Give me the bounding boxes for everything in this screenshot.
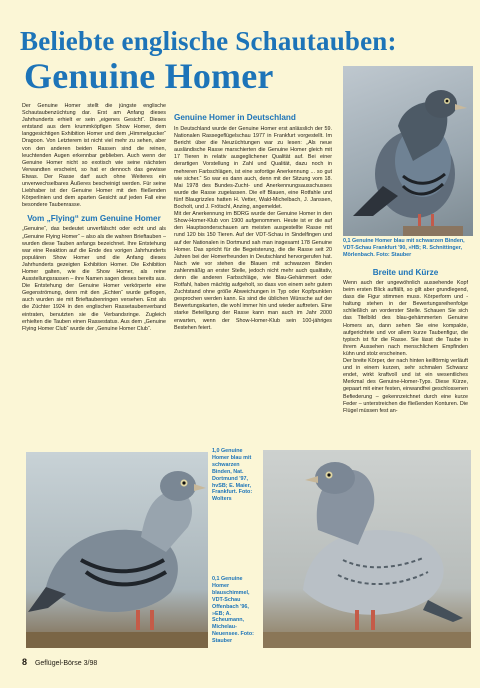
section-heading: Genuine Homer in Deutschland — [174, 113, 296, 122]
paragraph: In Deutschland wurde der Genuine Homer erst anlässlich der 59. Nationalen Rassegeflügelschau 1977 in Frankfurt vorgestellt. Im Bericht über die Neuzüchtungen war zu lesen: „Als neue ausländische Rasse marschierten die Genuine Homer gleich mit 17 Tieren in relativ ausgeglichener Qualität auf. Bei einer derartigen Vorstellung in Zahl und Qualität, dazu noch in mehreren Farbschlägen, ist eine sofortige Anerkennung ... so gut wie sicher.“ So war es dann auch, denn mit der Sitzung vom 18. Mai 1978 des Bundes-Zucht- und Anerkennungsausschusses wurde die Rasse zugelassen. Die elf Blauen, eine Rotfahle und fünf Blaugrizzles hatten H. Vetter, Wald-Michelbach, J. Janssen, Bocholt, und J. Frötschl, Anzing, angemeldet. — [174, 126, 332, 211]
pigeon-photo-top-right — [343, 66, 473, 236]
text-column-2 — [174, 113, 332, 332]
paragraph: Der Genuine Homer stellt die jüngste englische Schautaubenzüchtung dar. Erst am Anfang dieses Jahrhunderts erhielt er sein „eigenes Gesicht“. Dieses entstand aus dem krummköpfigen Show Homer, dem langgesichtigen Exhibition Homer und dem „Himmelgucker“ Dragoon. Von Letzterem ist nicht viel mehr zu sehen, aber von den anderen beiden Rassen sind die reinen, leuchtenden Augen erkennbar geblieben. Auch wenn der Genuine Homer nicht so exotisch wie seine nächsten Verwandten erscheint, so hat er dennoch das gewisse Etwas. Der Rasse darf auch ohne Weiteres ein unverwechselbares Äußeres bescheinigt werden. Für seine Liebhaber ist der Genuine Homer mit den fließenden Körperlinien und dem aparten Gesicht auf jeden Fall eine besondere Taubenrasse. — [22, 103, 166, 209]
pigeon-illustration — [343, 66, 473, 236]
paragraph: Mit der Anerkennung im BDRG wurde der Genuine Homer in den Show-Homer-Klub von 1900 aufgenommen. Heute ist er die auf den Hauptsonderschauen am meisten ausgestellte Rasse mit rund 120 bis 150 Tieren. Auf der VDT-Schau in Sindelfingen und auf der Nationalen in Dortmund sah man insgesamt 178 Genuine Homer. Das spricht für die Begeisterung, die die Rasse seit 20 Jahren bei der Homerfreunden in Deutschland hervorgerufen hat. Nach wie vor stehen die Blauen mit schwarzen Binden zahlenmäßig an erster Stelle, jedoch nicht mehr auch qualitativ, denn die anderen Farbschläge, wie Blau-Gehämmert oder Rotfahl, haben mächtig aufgeholt, so dass von einem sehr gutem Zuchtstand ohne größe Abweichungen in Typ oder Kopfpunkten gesprochen werden kann. Es sind die üblichen Wünsche auf der Bewertungskarten, die wohl immer hin und wieder auftreten. Eine starke Beteiligung der Rasse kann man auch im Jahr 2000 erwarten, wenn der Show-Homer-Klub sein 100-jähriges Bestehen feiert. — [174, 211, 332, 331]
publication-name: Geflügel-Börse 3/98 — [34, 660, 98, 667]
paragraph: „Genuine“, das bedeutet unverfälscht oder echt und als „Genuine Flying Homer“ – also als die wahren Brieftauben – wurden diese Tauben anfangs bezeichnet. Ihre Entstehung war eine Reaktion auf die Ende des vorigen Jahrhunderts populären Show Homer und die Anfang dieses Jahrhunderts gezeigten Exhibition Homer. Die Exhibition Homer galten, wie die Show Homer, als reine Ausstellungsrassen – ihre Namen sagen dieses bereits aus. Die Entstehung der Genuine Homer verkörperte eine Gegenströmung, denn mit den „Echten“ wurde geflogen, auch wurden sie mit Brieftaubenringen versehen. Erst als die Züchter 1924 in den englischen Rassetaubenverband eintraten, benutzten sie die Verbandsringe. Zugleich erhielten die Tauben einen Rassestatus. Aus dem „Genuine Flying Homer Club“ wurde der „Genuine Homer Club“. — [22, 226, 166, 332]
page-number: 8 — [22, 657, 28, 667]
paragraph: Wenn auch der ungewöhnlich aussehende Kopf beim ersten Blick auffällt, so gilt aber grundlegend, dass die Figur stimmen muss. Körperform und -haltung stehen in der Bewertungsreihenfolge schließlich an vorderster Stelle. Schauen Sie sich das Titelbild des blau-gehämmerten Genuine Homers an, dann sehen Sie eine kompakte, aufgerichtete und vor allem kurze Taubenfigur, die typisch ist für die Rasse. Sie lässt die Taube in ihrem Aussehen nach menschlichem Empfinden kühn und stolz erscheinen. — [343, 280, 468, 357]
pigeon-photo-bottom-left — [26, 452, 208, 648]
pigeon-illustration — [263, 450, 471, 648]
pigeon-photo-bottom-right — [263, 450, 471, 648]
paragraph: Der breite Körper, der nach hinten keilförmig verläuft und in einem kurzen, sehr schmalen Schwanz endet, wirkt kraftvoll und ist ein wesentliches Merkmal des Genuine-Homer-Typs. Diese Kürze, gepaart mit einer festen, einwandfrei geschlossenen Befiederung – gekennzeichnet durch eine kurze Feder – unterstreichen die fließenden Konturen. Die Flügel müssen fest an- — [343, 358, 468, 414]
headline-line1: Beliebte englische Schautauben: — [20, 26, 397, 56]
photo-caption: 1,0 Genuine Homer blau mit schwarzen Binden, Nat. Dortmund '97, hvSB; E. Maier, Frankfurt. Foto: Wolters — [212, 448, 253, 503]
pigeon-illustration — [26, 452, 208, 648]
text-column-1 — [22, 103, 166, 333]
photo-caption: 0,1 Genuine Homer blauschimmel, VDT-Schau Offenbach '96, »EB; A. Scheumann, Michelau-Neuensee. Foto: Stauber — [212, 576, 254, 645]
text-column-3 — [343, 268, 468, 415]
section-heading: Breite und Kürze — [372, 268, 439, 277]
photo-caption: 0,1 Genuine Homer blau mit schwarzen Binden, VDT-Schau Frankfurt '90, »HB; R. Schnittinger, Mörlenbach. Foto: Stauber — [343, 238, 465, 258]
section-heading: Vom „Flying“ zum Genuine Homer — [27, 214, 161, 224]
page-footer — [22, 658, 97, 668]
headline-line2: Genuine Homer — [24, 56, 274, 96]
